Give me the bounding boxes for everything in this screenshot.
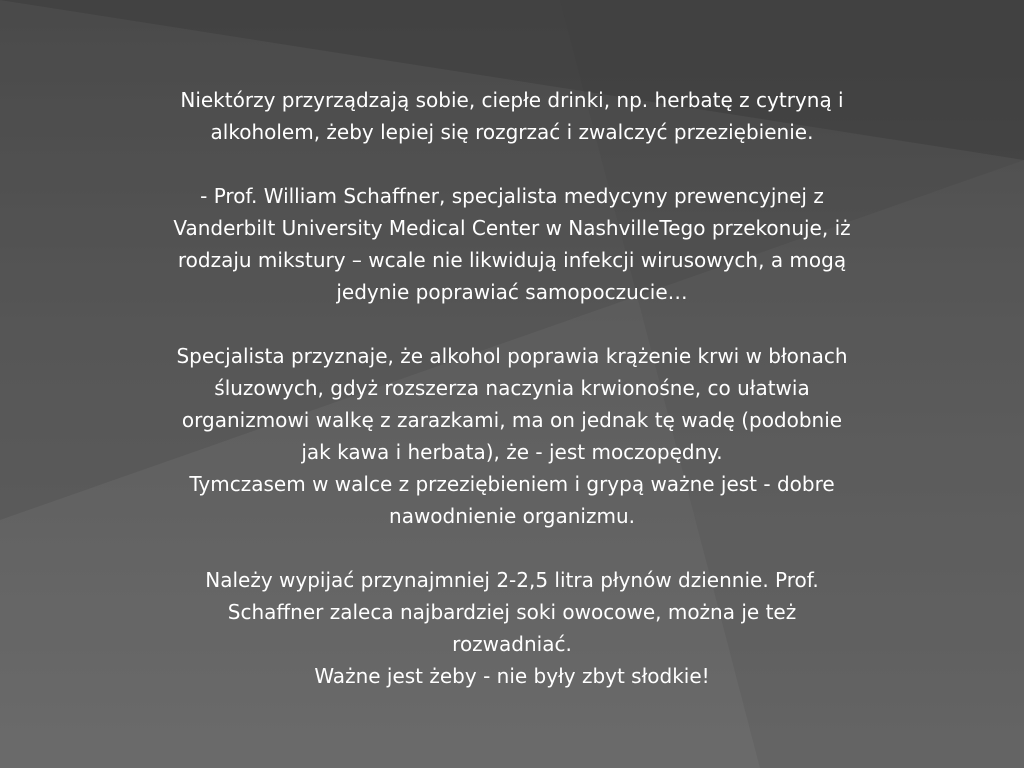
text-line: Tymczasem w walce z przeziębieniem i grypą ważne jest - dobre [189, 472, 835, 496]
paragraph-alcohol-effects [92, 340, 932, 532]
paragraph-intro [92, 84, 932, 148]
text-line: Schaffner zaleca najbardziej soki owocowe, można je też [227, 600, 797, 624]
text-line: alkoholem, żeby lepiej się rozgrzać i zwalczyć przeziębienie. [210, 120, 814, 144]
slide-body-text [92, 84, 932, 724]
text-line: Specjalista przyznaje, że alkohol poprawia krążenie krwi w błonach [176, 344, 848, 368]
text-line: organizmowi walkę z zarazkami, ma on jednak tę wadę (podobnie [181, 408, 843, 432]
text-line: jak kawa i herbata), że - jest moczopędny. [301, 440, 723, 464]
text-line: - Prof. William Schaffner, specjalista medycyny prewencyjnej z [200, 184, 824, 208]
text-line: Należy wypijać przynajmniej 2-2,5 litra płynów dziennie. Prof. [205, 568, 819, 592]
text-line: Niektórzy przyrządzają sobie, ciepłe drinki, np. herbatę z cytryną i [180, 88, 844, 112]
text-line: rodzaju mikstury – wcale nie likwidują infekcji wirusowych, a mogą [177, 248, 847, 272]
text-line: Ważne jest żeby - nie były zbyt słodkie! [314, 664, 710, 688]
text-line: śluzowych, gdyż rozszerza naczynia krwionośne, co ułatwia [214, 376, 810, 400]
text-line: Vanderbilt University Medical Center w NashvilleTego przekonuje, iż [173, 216, 851, 240]
paragraph-professor-quote [92, 180, 932, 308]
text-line: jedynie poprawiać samopoczucie… [336, 280, 688, 304]
text-line: rozwadniać. [452, 632, 572, 656]
text-line: nawodnienie organizmu. [389, 504, 635, 528]
paragraph-hydration-advice [92, 564, 932, 692]
